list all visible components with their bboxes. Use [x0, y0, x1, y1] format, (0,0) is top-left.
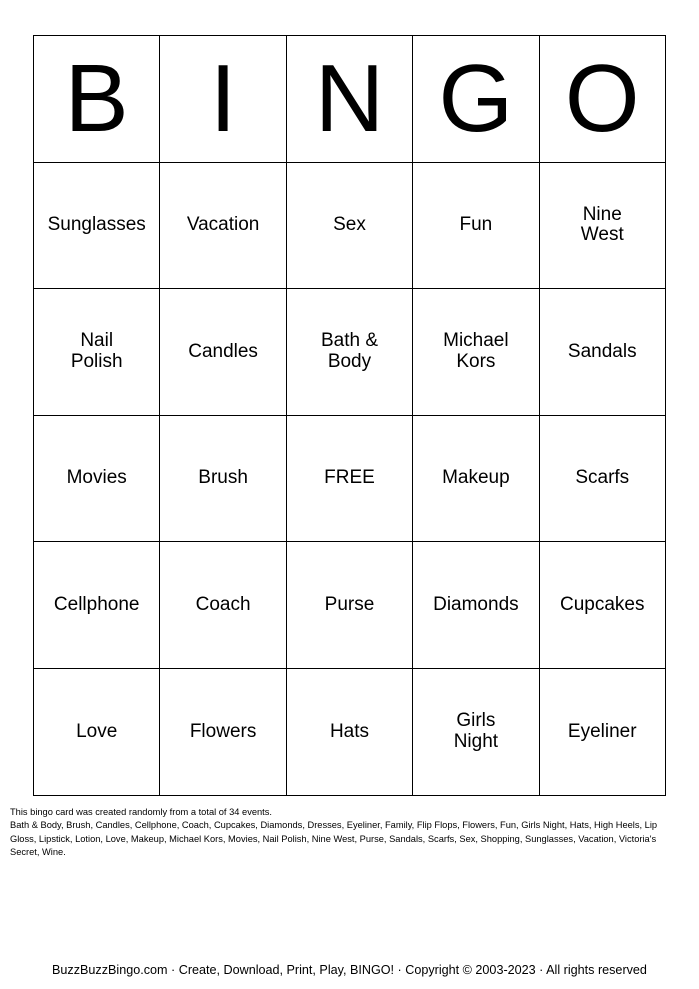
bingo-square: Love — [34, 669, 160, 796]
bingo-row — [34, 542, 666, 669]
bingo-row — [34, 669, 666, 796]
bingo-square: Girls Night — [413, 669, 539, 796]
bingo-square: Cupcakes — [540, 542, 666, 669]
bingo-square: Brush — [160, 416, 286, 543]
bingo-square: Nine West — [540, 163, 666, 290]
bingo-square: Candles — [160, 289, 286, 416]
bingo-square: Movies — [34, 416, 160, 543]
bingo-square: Scarfs — [540, 416, 666, 543]
bingo-square: Sex — [287, 163, 413, 290]
bingo-square: Cellphone — [34, 542, 160, 669]
header-letter-o: O — [540, 36, 666, 163]
bingo-square: Eyeliner — [540, 669, 666, 796]
header-letter-b: B — [34, 36, 160, 163]
bingo-square: Nail Polish — [34, 289, 160, 416]
bingo-square: Purse — [287, 542, 413, 669]
bingo-square: Fun — [413, 163, 539, 290]
bingo-row — [34, 416, 666, 543]
bingo-square: Diamonds — [413, 542, 539, 669]
bingo-square: Sunglasses — [34, 163, 160, 290]
bingo-square: Makeup — [413, 416, 539, 543]
bingo-row — [34, 163, 666, 290]
header-row — [34, 36, 666, 163]
bingo-square: Hats — [287, 669, 413, 796]
bingo-square: Sandals — [540, 289, 666, 416]
header-letter-i: I — [160, 36, 286, 163]
bingo-square: Michael Kors — [413, 289, 539, 416]
header-letter-n: N — [287, 36, 413, 163]
bingo-square: Flowers — [160, 669, 286, 796]
footer-copyright: BuzzBuzzBingo.com · Create, Download, Print, Play, BINGO! · Copyright © 2003-2023 · All rights reserved — [52, 963, 647, 977]
bingo-card — [33, 35, 666, 796]
note-summary: This bingo card was created randomly from a total of 34 events. — [10, 807, 272, 817]
bingo-square: Bath & Body — [287, 289, 413, 416]
bingo-row — [34, 289, 666, 416]
bingo-square: Vacation — [160, 163, 286, 290]
bingo-square: Coach — [160, 542, 286, 669]
card-note — [10, 806, 675, 860]
note-event-list: Bath & Body, Brush, Candles, Cellphone, Coach, Cupcakes, Diamonds, Dresses, Eyeliner, Family, Flip Flops, Flowers, Fun, Girls Night, Hats, High Heels, Lip Gloss, Lipstick, Lotion, Love, Makeup, Michael Kors, Movies, Nail Polish, Nine West, Purse, Sandals, Scarfs, Sex, Shopping, Sunglasses, Vacation, Victoria's Secret, Wine. — [10, 820, 658, 858]
free-square: FREE — [287, 416, 413, 543]
header-letter-g: G — [413, 36, 539, 163]
